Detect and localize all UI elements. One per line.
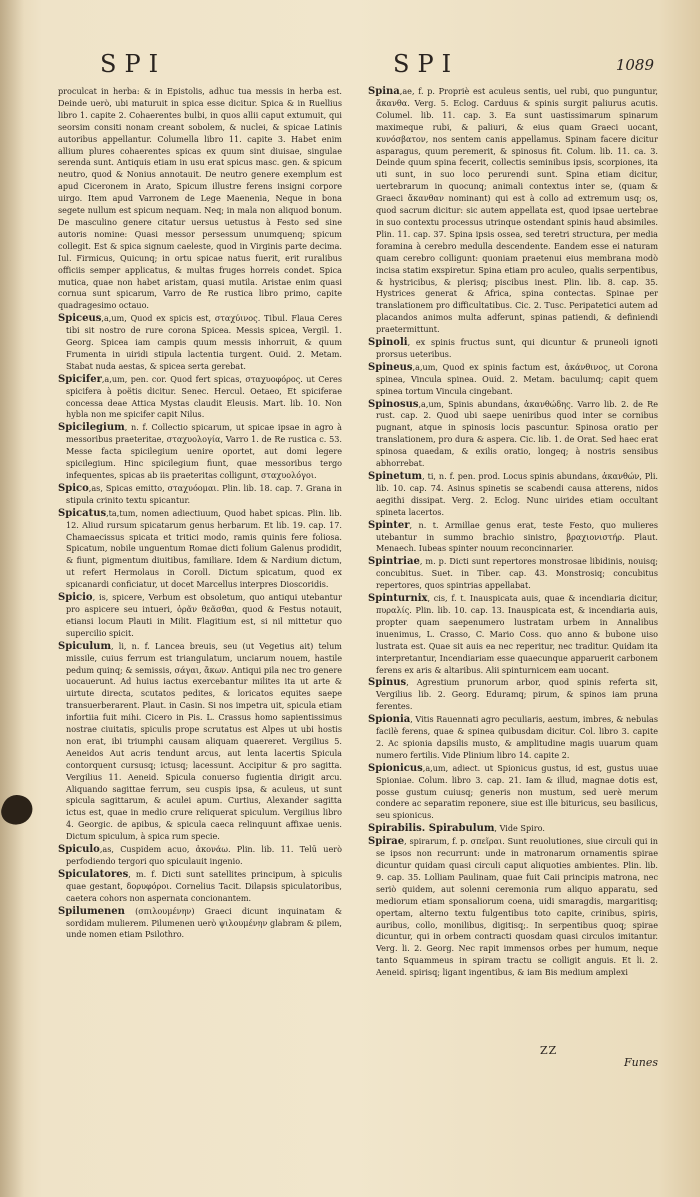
dictionary-entry	[58, 869, 342, 905]
dictionary-entry	[368, 593, 658, 676]
entry-text: ,a,um, Quod ex spicis est, σταχύινος. Tibul. Flaua Ceres tibi sit nostro de rure corona Spicea. Messis spicea, Vergil. 1. Georg. Spicea iam campis quum messis inhorruit, & quum Frumenta in uiridi stipula lactentia turgent. Ouid. 2. Metam. Stabat nuda aestas, & spicea serta gerebat.	[66, 313, 342, 371]
entry-headword: Spinetum	[368, 471, 423, 482]
dictionary-entry	[58, 483, 342, 507]
entry-text: , cis, f. t. Inauspicata auis, quae & incendiaria dicitur, πυραλίς. Plin. lib. 10. cap. 13. Inauspicata est, & incendiaria auis, propter quam saepenumero lustratam urbem in Annalibus inuenimus, L. Crasso, C. Mario Coss. quo anno & bubone uiso lustrata est. Quae sit auis ea nec reperitur, nec traditur. Quidam ita interpretantur, Incendiariam esse quaecunque apparuerit carbonem ferens ex aris & altaribus. Alii spinturnicem eam uocant.	[376, 593, 658, 675]
dictionary-entry	[58, 906, 342, 942]
entry-text: , spirarum, f. p. σπεῖραι. Sunt reuolutiones, siue circuli qui in se ipsos non recurrunt: unde in matronarum ornamentis spirae dicuntur quidam quasi circuli caput aliquoties ambientes. Plin. lib. 9. cap. 35. Lolliam Paulinam, quae fuit Caii principis matrona, nec seriò quidem, aut solenni ceremonia rum aliquo apparatu, sed mediorum etiam sponsaliorum coena, uidi smaragdis, margaritisq; opertam, alterno textu fulgentibus toto capite, crinibus, spiris, auribus, collo, monilibus, digitisq;. In serpentibus quoq; spirae dicuntur, qui in orbem contracti quosdam quasi circulos imitantur. Verg. li. 2. Georg. Nec rapit immensos orbes per humum, neque tanto Squammeus in spiram tractu se colligit anguis. Et li. 2. Aeneid. spirisq; ligant ingentibus, & iam Bis medium amplexi	[376, 836, 658, 978]
page-edge-stain	[0, 0, 24, 1197]
dictionary-entry	[58, 641, 342, 843]
entry-text: , Vide Spiro.	[494, 823, 545, 834]
dictionary-entry	[368, 714, 658, 762]
entry-text: ,a,um, Spinis abundans, ἀκανθώδης. Varro lib. 2. de Re rust. cap. 2. Quod ubi saepe ueniribus quod inter se cornibus pugnant, atque in spinosis locis pascuntur. Spinosa oratio per translationem, pro dura & aspera. Cic. lib. 1. de Orat. Sed haec erat spinosa quaedam, & exilis oratio, longeq; à nostris sensibus abhorrebat.	[376, 398, 658, 469]
running-head-left: SPI	[100, 50, 167, 78]
dictionary-entry	[368, 520, 658, 556]
entry-text: ,as, Cuspidem acuo, ἀκονάω. Plin. lib. 11. Telū uerò perfodiendo tergori quo spiculauit ingenio.	[66, 844, 342, 866]
entry-headword: Spirae	[368, 836, 405, 848]
right-column	[368, 86, 658, 980]
entry-text: ,a,um, adiect. ut Spionicus gustus, id est, gustus uuae Spioniae. Colum. libro 3. cap. 21. Iam & illud, magnae dotis est, posse gustum cuiusq; generis non mustum, sed uerè merum condere ac separatim reponere, siue est ille bituricus, seu basilicus, seu spionicus.	[376, 762, 658, 821]
entry-headword: Spiculum	[58, 640, 112, 652]
entry-headword: Spicio	[58, 592, 93, 604]
entry-text: proculcat in herba: & in Epistolis, adhuc tua messis in herba est. Deinde uerò, ubi maturuit in spica esse dicitur. Spica & in Ruellius libro 1. capite 2. Cohaerentes bulbi, in quos allii caput extumuit, qui seorsim consiti nonam creant sobolem, & nuclei, & spicae Latinis autoribus appellantur. Columella libro 11. capite 3. Habet enim allium plures cohaerentes spicas ex quum sint diuisae, singulae serenda sunt. Antiquis etiam in usu erat spicus masc. gen. & spicum neutro, quod & Nonius annotauit. De neutro genere exemplum est apud Ciceronem in Arato, Spicum illustre ferens insigni corpore uirgo. Item apud Varronem de Lege Maenenia, Neque in bona segete nullum est spicum nequam. Neq; in mala non aliquod bonum. De masculino genere citatur uersus uetustus à Festo sed sine autoris nomine: Quasi messor persessum unumquenq; spicum collegit. Est & spica signum caeleste, quod in Virginis parte decima. Iul. Firmicus, Quicunq; in ortu spicae natus fuerit, erit ruralibus officiis semper applicatus, & multas fruges horreis condet. Spica mutica, quae non habet aristam, quasi mutila. Aristae enim quasi cornua sunt spicarum, Varro de Re rustica libro primo, capite quadragesimo octauo.	[58, 86, 342, 311]
entry-headword: Spintriae	[368, 556, 420, 568]
entry-headword: Spinoli	[368, 337, 408, 349]
dictionary-entry	[58, 592, 342, 640]
dictionary-entry	[368, 337, 658, 361]
page-number: 1089	[615, 56, 654, 74]
entry-text: (σπιλουμένην) Graeci dicunt inquinatam & sordidam mulierem. Pilumenen uerò ψιλουμένην glabram & pilem, unde nomen etiam Psilothro.	[66, 905, 342, 940]
dictionary-entry	[368, 86, 658, 336]
entry-text: , n. f. Collectio spicarum, ut spicae ipsae in agro à messoribus praeteritae, σταχυολογία, Varro 1. de Re rustica c. 53. Messe facta spicilegium uenire oportet, aut domi legere spicilegium. Hinc spicilegium fiunt, quae messoribus tergo infequentes, spicas ab iis praeteritas colligunt, σταχυολόγοι.	[66, 422, 342, 480]
entry-text: , li, n. f. Lancea breuis, seu (ut Vegetius ait) telum missile, cuius ferrum est triangulatum, unciarum nouem, hastile pedum quinq; & semissis, σάγαι, ἄκων. Antiqui pila nec tro genere uocauerunt. Ad huius iactus exercebantur milites ita ut arte & uirtute directa, scutatos pedites, & loricatos equites saepe transuerberarent. Plaut. in Casin. Si nos impetra uit, spicula etiam infortiia fuit mihi. Cicero in Pis. L. Crassus homo sapientissimus nostrae ciuitatis, spiculis prope scrutatus est Alpes ut ubi hostis non erat, ibi triumphi causam aliquam quaereret. Vergilius 5. Aeneidos Aut acris tendunt arcus, aut lenta lacertis Spicula contorquent cursusq; ictusq; lacessunt. Accipitur & pro sagitta. Vergilius 11. Aeneid. Spicula conuerso fugientia dirigit arcu. Aliquando sagittae ferrum, seu cuspis ipsa, & aculeus, ut sunt spicula sagittarum, & aculei apum. Curtius, Alexander sagitta ictus est, quae in medio crure reliquerat spiculum. Vergilius libro 4. Georgic. de apibus, & spicula caeca relinquunt affixae uenis. Dictum spiculum, à spica rum specie.	[66, 640, 342, 842]
dictionary-entry	[368, 823, 658, 835]
entry-headword: Spinus	[368, 677, 407, 689]
page-header	[0, 50, 700, 80]
entry-headword: Spicifer	[58, 373, 102, 385]
dictionary-entry	[58, 422, 342, 482]
entry-headword: Spina	[368, 86, 400, 97]
entry-text: , m. f. Dicti sunt satellites principum, à spiculis quae gestant, δορυφόροι. Cornelius Tacit. Dilapsis spiculatoribus, caetera cohors non aspernata concionantem.	[66, 868, 342, 903]
dictionary-entry	[368, 471, 658, 519]
entry-text: , m. p. Dicti sunt repertores monstrosae libidinis, nouisq; concubitus. Suet. in Tiber. cap. 43. Monstrosiq; concubitus repertores, quos spintrias appellabat.	[376, 556, 658, 591]
entry-headword: Spinosus	[368, 398, 419, 410]
signature-mark: ZZ	[540, 1044, 558, 1057]
entry-headword: Spinter	[368, 519, 410, 531]
entry-text: ,a,um, Quod ex spinis factum est, ἀκάνθινος, ut Corona spinea, Vincula spinea. Ouid. 2. Metam. baculumq; capit quem spinea tortum Vincula cingebant.	[376, 361, 658, 396]
entry-headword: Spionia	[368, 714, 411, 726]
dictionary-entry	[368, 677, 658, 713]
entry-text: ,ta,tum, nomen adiectiuum, Quod habet spicas. Plin. lib. 12. Aliud rursum spicatarum genus herbarum. Et lib. 19. cap. 17. Chamaecissus spicata et tritici modo, ramis quinis fere foliosa. Spicatum, nobile unguentum Romae dicti folium Galenus prodidit, & fiunt, pigmentum diuitibus, familiare. Idem & Nardium dictum, ut refert Hermolaus in Coroll. Dictum spicatum, quod ex spicanardi conficiatur, ut docet Marcellus interpres Dioscoridis.	[66, 507, 342, 590]
dictionary-entry	[58, 844, 342, 868]
entry-headword: Spiculo	[58, 844, 100, 856]
entry-headword: Spinturnix	[368, 593, 428, 605]
entry-headword: Spicilegium	[58, 422, 125, 434]
entry-headword: Spiculatores	[58, 868, 129, 880]
dictionary-entry	[58, 313, 342, 373]
entry-text: , ti, n. f. pen. prod. Locus spinis abundans, ἀκανθών, Pli. lib. 10. cap. 74. Asinus spinetis se scabendi causa atterens, nidos aegithi dissipat. Verg. 2. Eclog. Nunc uirides etiam occultant spineta lacertos.	[376, 471, 658, 517]
entry-headword: Spicatus	[58, 507, 107, 519]
entry-text: , ex spinis fructus sunt, qui dicuntur & pruneoli ignoti prorsus ueteribus.	[376, 337, 658, 359]
entry-headword: Spirabilis. Spirabulum	[368, 823, 495, 835]
entry-headword: Spiceus	[58, 313, 102, 325]
entry-text: , Vitis Rauennati agro peculiaris, aestum, imbres, & nebulas facilè ferens, quae & spinea quibusdam dicitur. Col. libro 3. capite 2. Ac spionia dapsilis musto, & amplitudine magis uuarum quam numero fertilis. Vide Plinium libro 14. capite 2.	[376, 714, 659, 760]
entry-headword: Spionicus	[368, 762, 423, 774]
dictionary-entry	[368, 362, 658, 398]
entry-text: ,ae, f. p. Propriè est aculeus sentis, uel rubi, quo punguntur, ἄκανθα. Verg. 5. Eclog. Carduus & spinis surgit paliurus acutis. Columel. lib. 11. cap. 3. Ea sunt uastissimarum spinarum maximeque rubi, & paliuri, & eius quam Graeci uocant, κυνόσβατον, nos sentem canis appellamus. Spinam facere dicitur asparagus, quum peremerit, & spinosus fit. Colum. lib. 11. ca. 3. Deinde quum spina fecerit, collectis seminibus ipsis, scorpiones, ita uti sunt, in suo loco perurendi sunt. Spina etiam dicitur, uertebrarum in quocunq; animali contextus inter se, (quam & Graeci ἄκανθαν nominant) qui est à collo ad extremum usq; os, quod sacrum dicitur: sic autem appellata est, quod ipsae uertebrae in suo contextu processus utrinque ostendant spinis haud absimiles. Plin. 11. cap. 37. Spina ipsis ossea, sed teretri structura, per media foramina à cerebro medulla descendente. Eandem esse ei naturam quam cerebro colligunt: quoniam praetenui eius membrana modò incisa statim exspiretur. Spina etiam pro aculeo, qualis serpentibus, & hystricibus, & plerisq; piscibus inest. Plin. lib. 8. cap. 35. Hystrices generat & Africa, spina contectas. Spinae per translationem pro difficultatibus. Cic. 2. Tusc. Peripatetici autem ad placandos animos multa adferunt, spinas patiendi, & definiendi praetermittunt.	[376, 86, 658, 335]
entry-text: , Agrestium prunorum arbor, quod spinis referta sit, Vergilius lib. 2. Georg. Eduramq; pirum, & spinos iam pruna ferentes.	[376, 677, 658, 712]
entry-headword: Spineus	[368, 361, 413, 373]
dictionary-entry	[368, 763, 658, 823]
catchword: Funes	[624, 1056, 658, 1069]
entry-text: , is, spicere, Verbum est obsoletum, quo antiqui utebantur pro aspicere seu intueri, ὁρᾶν θεᾶσθαι, quod & Festus notauit, etiansi locum Plauti in Milit. Flagitium est, si nil mittetur quo supercilio spicit.	[66, 592, 342, 638]
dictionary-entry	[368, 836, 658, 979]
entry-text: , n. t. Armillae genus erat, teste Festo, quo mulieres utebantur in summo brachio sinistro, βραχιονιστήρ. Plaut. Menaech. Iubeas spinter nouum reconcinnarier.	[376, 519, 658, 554]
entry-headword: Spilumenen	[58, 905, 125, 917]
dictionary-entry	[368, 556, 658, 592]
running-head-right: SPI	[393, 50, 460, 78]
entry-text: ,as, Spicas emitto, σταχυόομαι. Plin. lib. 18. cap. 7. Grana in stipula crinito textu spicantur.	[66, 482, 342, 505]
entry-text: ,a,um, pen. cor. Quod fert spicas, σταχυοφόρος. ut Ceres spicifera à poëtis dicitur. Senec. Hercul. Oetaeo, Et spiciferae concessa deae Attica Mystas claudit Eleusis. Mart. lib. 10. Non hybla non me spicifer capit Nilus.	[66, 373, 342, 420]
dictionary-entry	[368, 399, 658, 470]
left-column	[58, 86, 342, 942]
dictionary-entry	[58, 374, 342, 422]
entry-headword: Spico	[58, 482, 89, 494]
dictionary-entry	[58, 508, 342, 591]
dictionary-entry	[58, 86, 342, 312]
